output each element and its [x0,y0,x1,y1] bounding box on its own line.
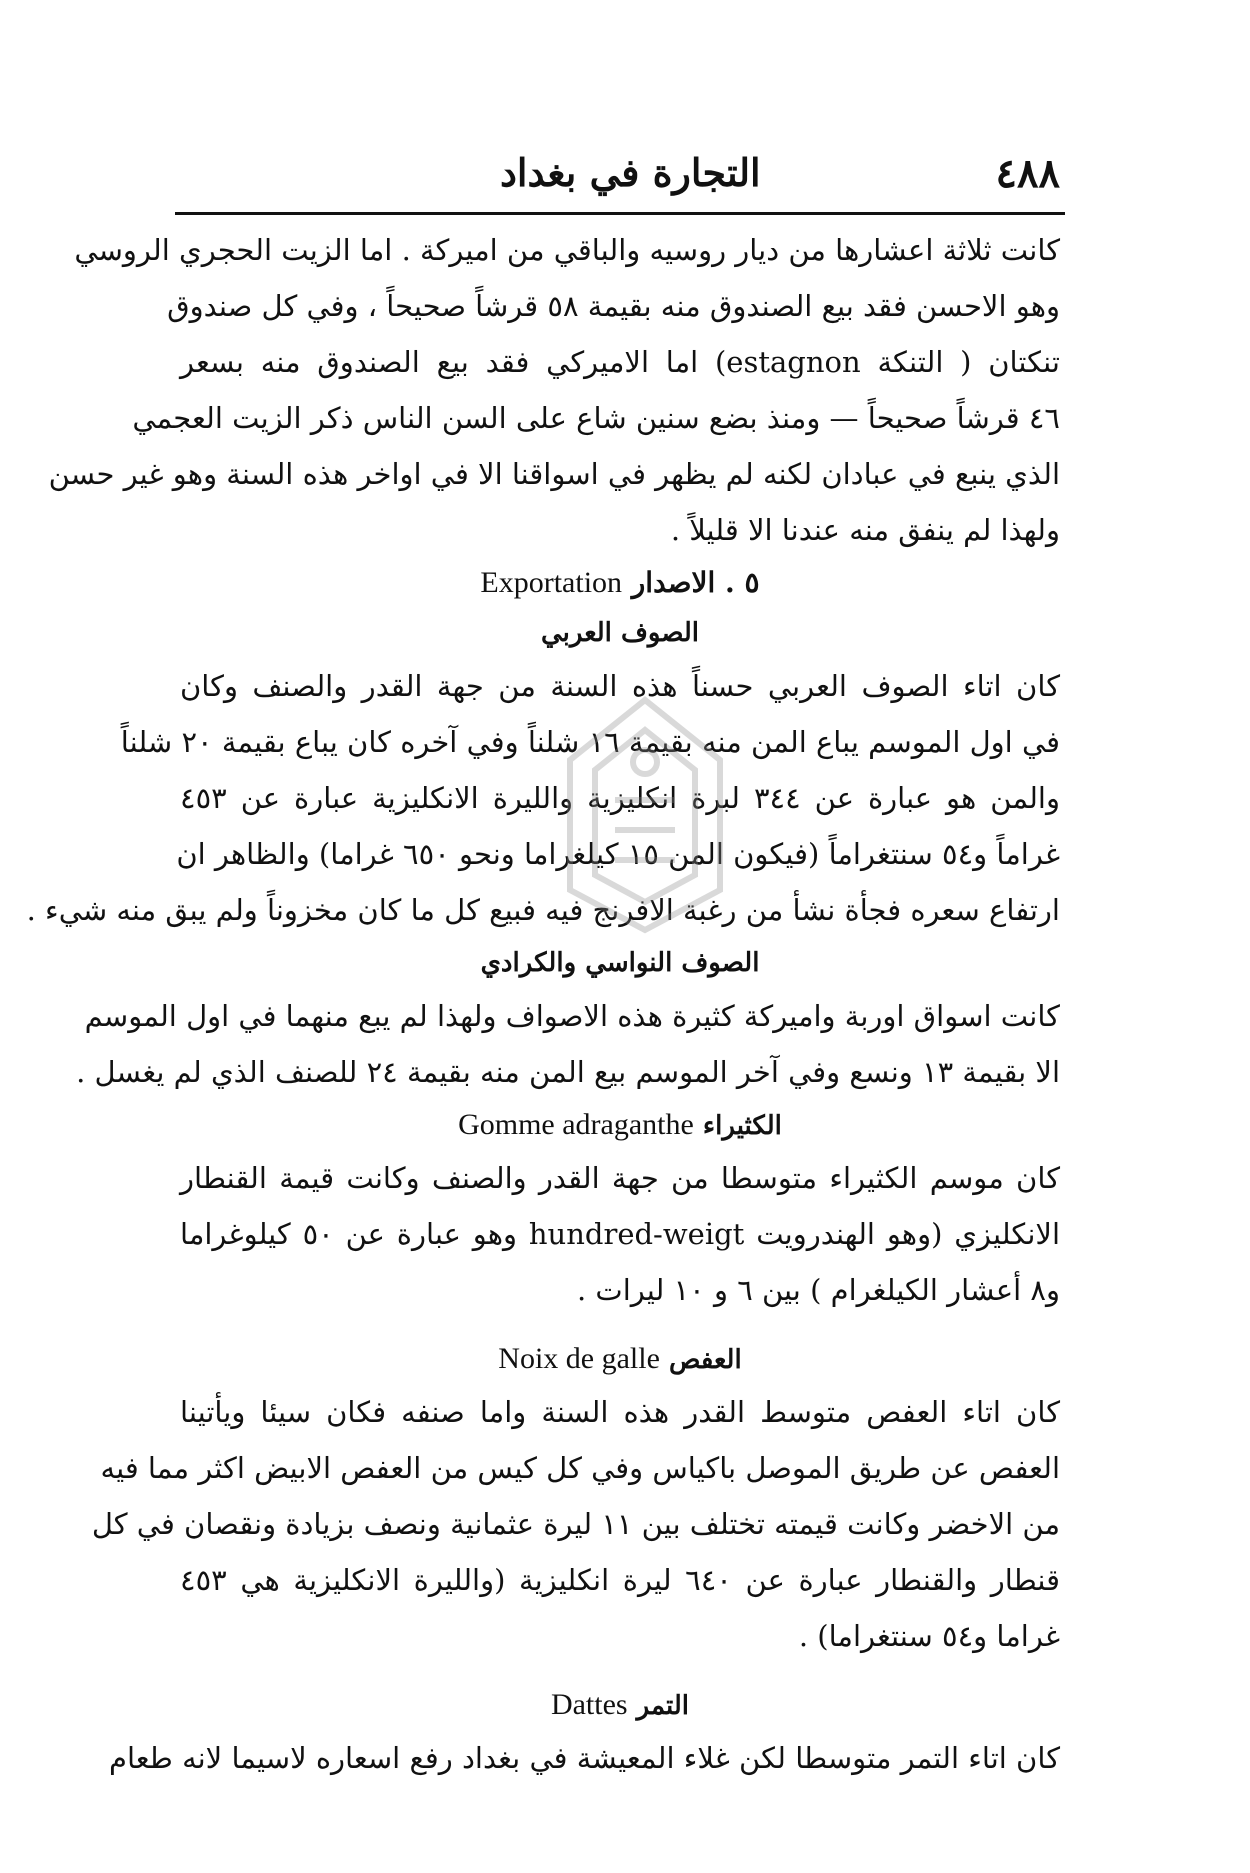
text-line: العفص عن طريق الموصل باكياس وفي كل كيس من العفص الابيض اكثر مما فيه [100,1451,1060,1485]
text-line: كان اتاء التمر متوسطا لكن غلاء المعيشة في بغداد رفع اسعاره لاسيما لانه طعام [108,1741,1060,1775]
running-title: التجارة في بغداد [500,150,761,195]
text-line: كانت ثلاثة اعشارها من ديار روسيه والباقي من اميركة . اما الزيت الحجري الروسي [74,233,1060,267]
heading-arabic: الكثيراء [702,1111,782,1141]
heading-arabic: التمر [636,1691,690,1721]
heading-latin: Gomme adraganthe [458,1108,694,1141]
text-line: كان موسم الكثيراء متوسطا من جهة القدر والصنف وكانت قيمة القنطار [180,1161,1060,1195]
spacer [180,1318,1060,1334]
subheading-arab-wool: الصوف العربي [540,618,700,648]
paragraph-nomad-wool [76,988,1060,1100]
text-line: ارتفاع سعره فجأة نشأ من رغبة الافرنج فيه فبيع كل ما كان مخزوناً ولم يبق منه شيء . [26,893,1060,927]
paragraph-gall-nuts [91,1384,1060,1664]
text-line: قنطار والقنطار عبارة عن ٦٤٠ ليرة انكليزية (والليرة الانكليزية هي ٤٥٣ [180,1563,1060,1597]
header-rule [175,212,1065,215]
text-line: والمن هو عبارة عن ٣٤٤ لبرة انكليزية والليرة الانكليزية عبارة عن ٤٥٣ [180,781,1060,815]
text-line: غراماً و٥٤ سنتغراماً (فيكون المن ١٥ كيلغراما ونحو ٦٥٠ غراما) والظاهر ان [176,837,1060,871]
section-heading-export [180,558,1060,608]
text-line: تنكتان ( التنكة estagnon) اما الاميركي فقد بيع الصندوق منه بسعر [180,345,1060,379]
heading-latin: Exportation [480,566,623,599]
heading-latin: Noix de galle [498,1342,660,1375]
text-line: الانكليزي (وهو الهندرويت hundred-weigt وهو عبارة عن ٥٠ كيلوغراما [180,1217,1060,1251]
text-line: من الاخضر وكانت قيمته تختلف بين ١١ ليرة عثمانية ونصف بزيادة ونقصان في كل [91,1507,1060,1541]
spacer [180,1664,1060,1680]
paragraph-petroleum [48,222,1060,558]
text-line: كانت اسواق اوربة واميركة كثيرة هذه الاصواف ولهذا لم يبع منهما في اول الموسم [84,999,1060,1033]
paragraph-dates [108,1730,1060,1786]
paragraph-tragacanth [180,1150,1060,1318]
heading-arabic: ٥ . الاصدار [631,566,760,599]
page-number: ٤٨٨ [995,150,1060,197]
library-seal-icon [540,690,750,940]
text-line: الا بقيمة ١٣ ونسع وفي آخر الموسم بيع المن منه بقيمة ٢٤ للصنف الذي لم يغسل . [76,1055,1060,1089]
heading-latin: Dattes [550,1688,628,1721]
text-line: و٨ أعشار الكيلغرام ) بين ٦ و ١٠ ليرات . [576,1273,1060,1307]
heading-arabic: العفص [668,1345,742,1375]
text-line: ولهذا لم ينفق منه عندنا الا قليلاً . [670,513,1060,547]
text-line: كان اتاء العفص متوسط القدر هذه السنة واما صنفه فكان سيئا ويأتينا [180,1395,1060,1429]
text-line: الذي ينبع في عبادان لكنه لم يظهر في اسواقنا الا في اواخر هذه السنة وهو غير حسن [48,457,1060,491]
subheading-tragacanth [180,1100,1060,1150]
text-line: ٤٦ قرشاً صحيحاً — ومنذ بضع سنين شاع على السن الناس ذكر الزيت العجمي [132,401,1060,435]
text-line: في اول الموسم يباع المن منه بقيمة ١٦ شلناً وفي آخره كان يباع بقيمة ٢٠ شلناً [120,725,1060,759]
text-line: وهو الاحسن فقد بيع الصندوق منه بقيمة ٥٨ قرشاً صحيحاً ، وفي كل صندوق [167,289,1060,323]
subheading-dates [180,1680,1060,1730]
page-body [26,222,1060,1786]
text-line: كان اتاء الصوف العربي حسناً هذه السنة من جهة القدر والصنف وكان [180,669,1060,703]
text-line: غراما و٥٤ سنتغراما) . [798,1619,1060,1653]
subheading-nomad-wool: الصوف النواسي والكرادي [480,948,760,978]
subheading-gall-nuts [180,1334,1060,1384]
page-header [180,150,1060,210]
